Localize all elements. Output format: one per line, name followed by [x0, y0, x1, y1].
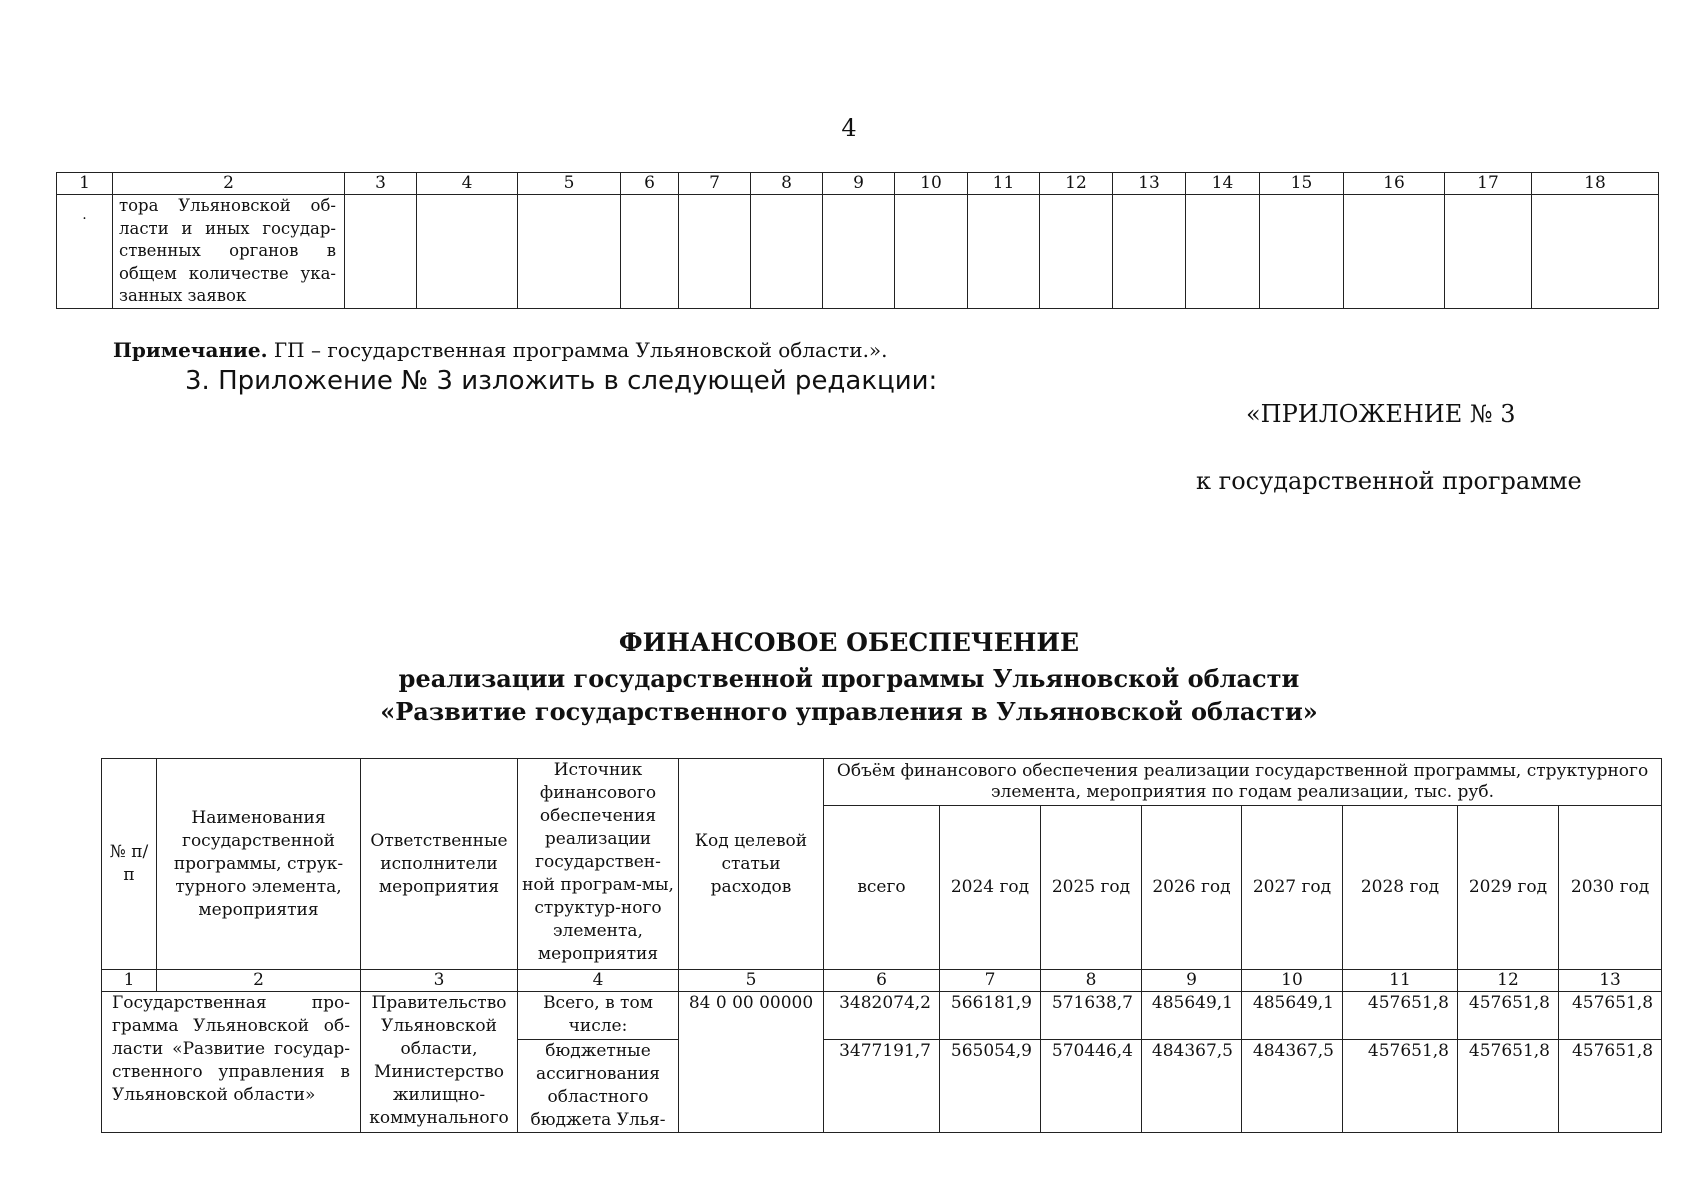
indicator-text-cell: тора Ульяновской об-ласти и иных государ-ственных органов в общем количестве ука-занных заявок — [113, 195, 345, 309]
table1-col-number: 5 — [518, 173, 621, 195]
header-program-name: Наименования государственной программы, струк-турного элемента, мероприятия — [157, 759, 361, 970]
table1-col-number: 6 — [621, 173, 679, 195]
table1-col-number: 9 — [823, 173, 895, 195]
table1-col-number: 16 — [1344, 173, 1445, 195]
appendix-subtitle: к государственной программе — [1196, 467, 1582, 495]
column-number: 5 — [679, 970, 824, 992]
table1-col-number: 17 — [1445, 173, 1532, 195]
header-number: № п/п — [102, 759, 157, 970]
table1-col-number: 18 — [1532, 173, 1659, 195]
value-total: 3482074,2 — [824, 992, 940, 1040]
empty-cell — [751, 195, 823, 309]
value-2029: 457651,8 — [1458, 992, 1559, 1040]
table1-col-number: 3 — [345, 173, 417, 195]
table1-col-number: 14 — [1186, 173, 1260, 195]
value-2030: 457651,8 — [1559, 992, 1662, 1040]
financing-table — [101, 758, 1662, 1133]
table1-col-number: 12 — [1040, 173, 1113, 195]
table1-col-number: 10 — [895, 173, 968, 195]
empty-cell — [621, 195, 679, 309]
document-title: ФИНАНСОВОЕ ОБЕСПЕЧЕНИЕ — [618, 628, 1080, 657]
column-number: 12 — [1458, 970, 1559, 992]
empty-cell — [968, 195, 1040, 309]
header-funding-source: Источник финансового обеспечения реализации государствен-ной програм-мы, структур-ного элемента, мероприятия — [518, 759, 679, 970]
program-name-cell: Государственная про-грамма Ульяновской об-ласти «Развитие государ-ственного управления в Ульяновской области» — [102, 992, 361, 1133]
note-paragraph — [113, 338, 888, 362]
column-number: 10 — [1242, 970, 1343, 992]
table1-col-number: 11 — [968, 173, 1040, 195]
value-2029: 457651,8 — [1458, 1040, 1559, 1133]
value-2024: 565054,9 — [940, 1040, 1041, 1133]
column-number: 8 — [1041, 970, 1142, 992]
value-2028: 457651,8 — [1343, 1040, 1458, 1133]
header-budget-code: Код целевой статьи расходов — [679, 759, 824, 970]
table1-row — [57, 195, 1659, 309]
document-subtitle-line1: реализации государственной программы Ульяновской области — [398, 664, 1300, 693]
header-year-2026: 2026 год — [1142, 806, 1242, 970]
executors-cell: Правительство Ульяновской области, Министерство жилищно-коммунального — [361, 992, 518, 1133]
value-2024: 566181,9 — [940, 992, 1041, 1040]
value-total: 3477191,7 — [824, 1040, 940, 1133]
header-year-2030: 2030 год — [1559, 806, 1662, 970]
item-3-paragraph: 3. Приложение № 3 изложить в следующей редакции: — [185, 366, 938, 396]
value-2028: 457651,8 — [1343, 992, 1458, 1040]
table1-col-number: 7 — [679, 173, 751, 195]
column-number: 4 — [518, 970, 679, 992]
note-text: ГП – государственная программа Ульяновской области.». — [267, 338, 888, 362]
table-row-total — [102, 992, 1662, 1040]
appendix-label: «ПРИЛОЖЕНИЕ № 3 — [1246, 400, 1516, 428]
empty-cell — [1113, 195, 1186, 309]
column-number: 6 — [824, 970, 940, 992]
column-number: 7 — [940, 970, 1041, 992]
header-year-2028: 2028 год — [1343, 806, 1458, 970]
value-2025: 571638,7 — [1041, 992, 1142, 1040]
continued-indicators-table — [56, 172, 1659, 309]
empty-cell — [518, 195, 621, 309]
table1-col-number: 4 — [417, 173, 518, 195]
value-2030: 457651,8 — [1559, 1040, 1662, 1133]
column-number: 2 — [157, 970, 361, 992]
empty-cell — [1445, 195, 1532, 309]
header-year-2027: 2027 год — [1242, 806, 1343, 970]
note-label: Примечание. — [113, 338, 268, 362]
column-number: 3 — [361, 970, 518, 992]
header-year-2025: 2025 год — [1041, 806, 1142, 970]
header-year-2024: 2024 год — [940, 806, 1041, 970]
financing-header-row — [102, 759, 1662, 806]
header-executors: Ответственные исполнители мероприятия — [361, 759, 518, 970]
empty-cell — [1186, 195, 1260, 309]
header-year-2029: 2029 год — [1458, 806, 1559, 970]
table1-col-number: 2 — [113, 173, 345, 195]
table1-col-number: 1 — [57, 173, 113, 195]
value-2026: 485649,1 — [1142, 992, 1242, 1040]
column-number: 11 — [1343, 970, 1458, 992]
empty-cell — [1344, 195, 1445, 309]
header-total: всего — [824, 806, 940, 970]
table1-col-number: 13 — [1113, 173, 1186, 195]
empty-cell — [1260, 195, 1344, 309]
column-number: 9 — [1142, 970, 1242, 992]
budget-code-cell: 84 0 00 00000 — [679, 992, 824, 1133]
table1-header-row — [57, 173, 1659, 195]
row-marker: . — [57, 195, 113, 309]
table1-col-number: 15 — [1260, 173, 1344, 195]
value-2027: 485649,1 — [1242, 992, 1343, 1040]
empty-cell — [895, 195, 968, 309]
value-2026: 484367,5 — [1142, 1040, 1242, 1133]
page-number: 4 — [841, 114, 857, 142]
document-subtitle-line2: «Развитие государственного управления в Ульяновской области» — [380, 697, 1318, 726]
column-number: 1 — [102, 970, 157, 992]
empty-cell — [345, 195, 417, 309]
funding-source-regional-budget: бюджетные ассигнования областного бюджета Улья- — [518, 1040, 679, 1133]
empty-cell — [417, 195, 518, 309]
value-2027: 484367,5 — [1242, 1040, 1343, 1133]
empty-cell — [679, 195, 751, 309]
empty-cell — [1040, 195, 1113, 309]
empty-cell — [823, 195, 895, 309]
column-number: 13 — [1559, 970, 1662, 992]
column-numbers-row — [102, 970, 1662, 992]
funding-source-total: Всего, в том числе: — [518, 992, 679, 1040]
value-2025: 570446,4 — [1041, 1040, 1142, 1133]
table1-col-number: 8 — [751, 173, 823, 195]
header-financing-volume: Объём финансового обеспечения реализации государственной программы, структурного элемента, мероприятия по годам реализации, тыс. руб. — [824, 759, 1662, 806]
empty-cell — [1532, 195, 1659, 309]
